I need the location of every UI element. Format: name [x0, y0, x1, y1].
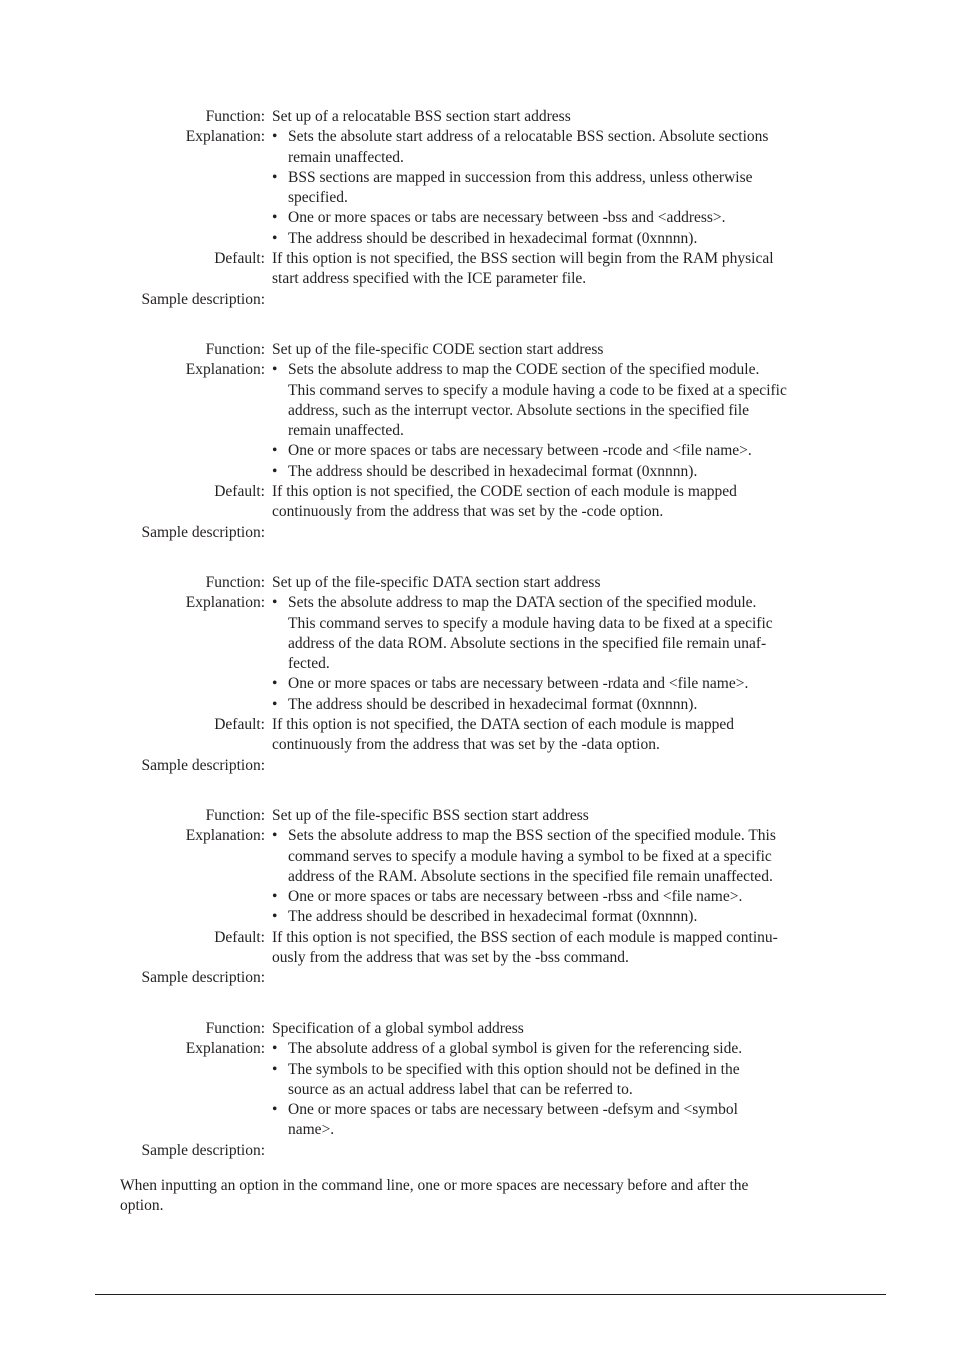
bullet-text: The address should be described in hexadecimal format (0xnnnn). [288, 695, 698, 713]
default-row [0, 482, 954, 502]
sample-description-label: Sample description: [141, 1141, 265, 1159]
function-row [0, 340, 954, 360]
explanation-bullet [0, 229, 954, 249]
bullet-text: Sets the absolute address to map the DATA section of the specified module. [288, 594, 757, 612]
footer-rule [95, 1294, 886, 1295]
bullet-text: BSS sections are mapped in succession from this address, unless otherwise [288, 168, 753, 186]
function-text: Set up of a relocatable BSS section start address [272, 108, 571, 125]
explanation-label: Explanation: [185, 1040, 265, 1058]
explanation-bullet [0, 907, 954, 927]
bullet-text: The symbols to be specified with this option should not be defined in the [288, 1060, 740, 1078]
bullet-marker: • [272, 168, 278, 186]
note-line: option. [120, 1197, 164, 1215]
explanation-continuation [0, 401, 954, 421]
explanation-bullet [0, 1039, 954, 1059]
function-row [0, 1019, 954, 1039]
default-label: Default: [214, 716, 265, 734]
default-row [0, 269, 954, 289]
explanation-continuation [0, 1120, 954, 1140]
explanation-bullet [0, 1100, 954, 1120]
default-text: start address specified with the ICE parameter file. [272, 270, 587, 288]
bullet-text: address of the data ROM. Absolute sections in the specified file remain unaf- [288, 634, 767, 652]
explanation-label: Explanation: [185, 594, 265, 612]
option-section [0, 573, 954, 776]
command-line-note [120, 1176, 890, 1217]
default-text: If this option is not specified, the CODE section of each module is mapped [272, 483, 737, 501]
bullet-marker: • [272, 442, 278, 460]
function-text: Set up of the file-specific BSS section start address [272, 807, 589, 824]
explanation-label: Explanation: [185, 361, 265, 379]
option-section [0, 806, 954, 989]
function-row [0, 573, 954, 593]
bullet-text: This command serves to specify a module having data to be fixed at a specific [288, 614, 773, 632]
bullet-marker: • [272, 1101, 278, 1119]
default-label: Default: [214, 483, 265, 501]
function-text: Set up of the file-specific CODE section start address [272, 341, 604, 358]
bullet-marker: • [272, 128, 278, 146]
bullet-marker: • [272, 888, 278, 906]
bullet-text: Sets the absolute address to map the BSS section of the specified module. This [288, 827, 776, 845]
bullet-marker: • [272, 827, 278, 845]
sample-description-label: Sample description: [141, 290, 265, 308]
bullet-marker: • [272, 908, 278, 926]
default-row [0, 249, 954, 269]
explanation-continuation [0, 148, 954, 168]
default-text: If this option is not specified, the BSS section of each module is mapped continu- [272, 928, 778, 946]
function-label: Function: [205, 807, 265, 824]
bullet-text: command serves to specify a module having a symbol to be fixed at a specific [288, 847, 772, 865]
explanation-bullet [0, 360, 954, 380]
option-section [0, 107, 954, 310]
option-section [0, 1019, 954, 1161]
default-text: continuously from the address that was set by the -code option. [272, 503, 664, 521]
sample-row [0, 756, 954, 776]
explanation-continuation [0, 188, 954, 208]
explanation-bullet [0, 887, 954, 907]
bullet-marker: • [272, 462, 278, 480]
default-row [0, 735, 954, 755]
bullet-text: remain unaffected. [288, 148, 404, 166]
bullet-text: Sets the absolute address to map the CODE section of the specified module. [288, 361, 760, 379]
explanation-continuation [0, 634, 954, 654]
bullet-marker: • [272, 695, 278, 713]
explanation-bullet [0, 593, 954, 613]
function-text: Specification of a global symbol address [272, 1020, 524, 1037]
default-text: ously from the address that was set by the -bss command. [272, 949, 629, 967]
default-row [0, 948, 954, 968]
bullet-text: One or more spaces or tabs are necessary between -rdata and <file name>. [288, 675, 749, 693]
explanation-label: Explanation: [185, 128, 265, 146]
sample-description-label: Sample description: [141, 969, 265, 987]
bullet-text: address of the RAM. Absolute sections in the specified file remain unaffected. [288, 867, 773, 885]
default-text: If this option is not specified, the BSS section will begin from the RAM physical [272, 250, 774, 268]
function-row [0, 806, 954, 826]
bullet-text: One or more spaces or tabs are necessary between -defsym and <symbol [288, 1101, 738, 1119]
bullet-marker: • [272, 1060, 278, 1078]
bullet-marker: • [272, 361, 278, 379]
bullet-text: The address should be described in hexadecimal format (0xnnnn). [288, 229, 698, 247]
explanation-continuation [0, 614, 954, 634]
explanation-bullet [0, 168, 954, 188]
explanation-bullet [0, 462, 954, 482]
bullet-text: The address should be described in hexadecimal format (0xnnnn). [288, 908, 698, 926]
explanation-continuation [0, 654, 954, 674]
bullet-text: The address should be described in hexadecimal format (0xnnnn). [288, 462, 698, 480]
bullet-marker: • [272, 209, 278, 227]
default-label: Default: [214, 250, 265, 268]
function-label: Function: [205, 341, 265, 358]
function-label: Function: [205, 108, 265, 125]
option-section [0, 340, 954, 543]
sample-row [0, 290, 954, 310]
default-row [0, 715, 954, 735]
explanation-bullet [0, 826, 954, 846]
bullet-text: The absolute address of a global symbol is given for the referencing side. [288, 1040, 743, 1058]
function-row [0, 107, 954, 127]
explanation-continuation [0, 867, 954, 887]
bullet-text: Sets the absolute start address of a relocatable BSS section. Absolute sections [288, 128, 769, 146]
bullet-text: source as an actual address label that can be referred to. [288, 1080, 633, 1098]
default-label: Default: [214, 928, 265, 946]
explanation-continuation [0, 381, 954, 401]
explanation-bullet [0, 674, 954, 694]
bullet-marker: • [272, 675, 278, 693]
note-line: When inputting an option in the command line, one or more spaces are necessary before and after the [120, 1177, 749, 1194]
sample-row [0, 968, 954, 988]
sample-description-label: Sample description: [141, 756, 265, 774]
bullet-text: One or more spaces or tabs are necessary between -rbss and <file name>. [288, 888, 743, 906]
bullet-text: One or more spaces or tabs are necessary between -bss and <address>. [288, 209, 726, 227]
bullet-marker: • [272, 1040, 278, 1058]
explanation-bullet [0, 695, 954, 715]
default-row [0, 928, 954, 948]
bullet-text: This command serves to specify a module having a code to be fixed at a specific [288, 381, 787, 399]
explanation-label: Explanation: [185, 827, 265, 845]
explanation-bullet [0, 441, 954, 461]
bullet-marker: • [272, 229, 278, 247]
function-text: Set up of the file-specific DATA section start address [272, 574, 601, 591]
bullet-text: address, such as the interrupt vector. Absolute sections in the specified file [288, 401, 750, 419]
explanation-bullet [0, 1060, 954, 1080]
explanation-bullet [0, 127, 954, 147]
function-label: Function: [205, 1020, 265, 1037]
sample-row [0, 1141, 954, 1161]
bullet-text: One or more spaces or tabs are necessary between -rcode and <file name>. [288, 442, 752, 460]
explanation-bullet [0, 208, 954, 228]
default-text: If this option is not specified, the DATA section of each module is mapped [272, 716, 734, 734]
default-text: continuously from the address that was set by the -data option. [272, 736, 660, 754]
explanation-continuation [0, 847, 954, 867]
bullet-text: fected. [288, 655, 330, 673]
default-row [0, 502, 954, 522]
function-label: Function: [205, 574, 265, 591]
bullet-text: name>. [288, 1121, 335, 1139]
bullet-text: remain unaffected. [288, 422, 404, 440]
bullet-text: specified. [288, 189, 348, 207]
sample-row [0, 523, 954, 543]
explanation-continuation [0, 421, 954, 441]
sample-description-label: Sample description: [141, 523, 265, 541]
bullet-marker: • [272, 594, 278, 612]
explanation-continuation [0, 1080, 954, 1100]
